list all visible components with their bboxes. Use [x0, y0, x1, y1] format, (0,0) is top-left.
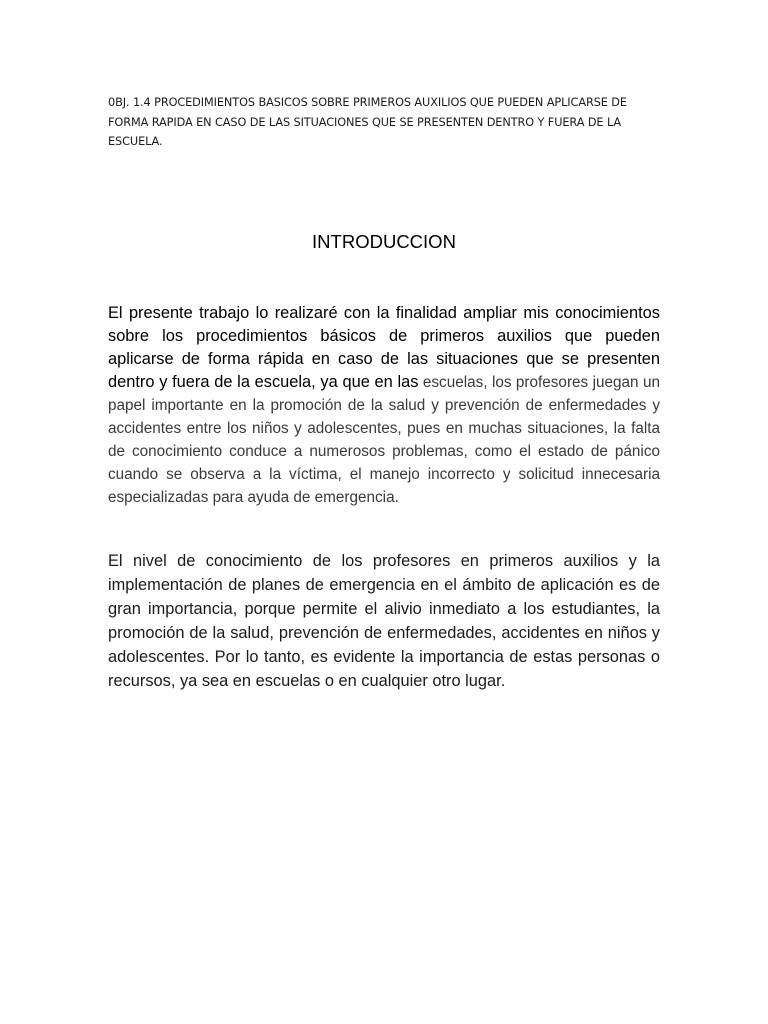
intro-paragraph-1-lead: El presente trabajo lo realizaré con la finalidad ampliar mis conocimientos sobre los procedimientos básicos de primeros auxilios que pueden aplicarse de forma rápida en caso de las situaciones que se presenten dentro y fuera de la escuela, ya que en las: [108, 304, 660, 391]
intro-paragraph-1: [108, 302, 660, 509]
intro-paragraph-2: El nivel de conocimiento de los profesores en primeros auxilios y la implementación de planes de emergencia en el ámbito de aplicación es de gran importancia, porque permite el alivio inmediato a los estudiantes, la promoción de la salud, prevención de enfermedades, accidentes en niños y adolescentes. Por lo tanto, es evidente la importancia de estas personas o recursos, ya sea en escuelas o en cualquier otro lugar.: [108, 552, 660, 690]
objective-text: 0BJ. 1.4 PROCEDIMIENTOS BASICOS SOBRE PRIMEROS AUXILIOS QUE PUEDEN APLICARSE DE FORMA RAPIDA EN CASO DE LAS SITUACIONES QUE SE PRESENTEN DENTRO Y FUERA DE LA ESCUELA.: [108, 96, 627, 148]
section-heading: INTRODUCCION: [312, 231, 456, 252]
intro-paragraph-1-rest: escuelas, los profesores juegan un papel importante en la promoción de la salud y prevención de enfermedades y accidentes entre los niños y adolescentes, pues en muchas situaciones, la falta de conocimiento conduce a numerosos problemas, como el estado de pánico cuando se observa a la víctima, el manejo incorrecto y solicitud innecesaria especializadas para ayuda de emergencia.: [108, 374, 660, 506]
